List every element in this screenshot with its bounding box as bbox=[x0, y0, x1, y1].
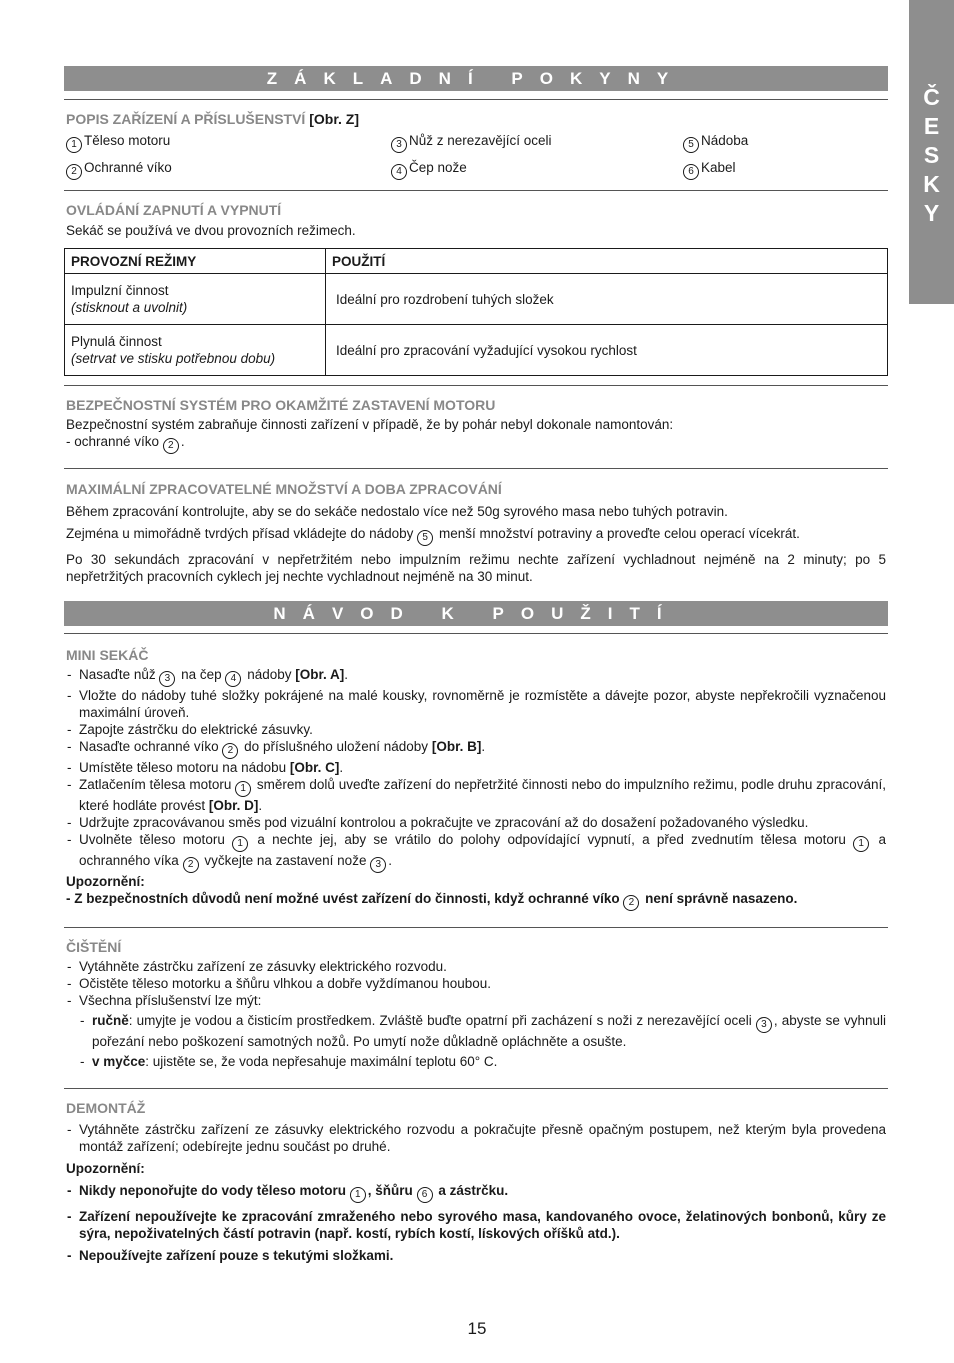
text: : ujistěte se, že voda nepřesahuje maximální teplotu 60° C. bbox=[145, 1054, 498, 1069]
language-letter: Č bbox=[923, 83, 940, 110]
part-number: 4 bbox=[225, 671, 241, 687]
text: , šňůru bbox=[367, 1183, 413, 1198]
text: do příslušného uložení nádoby bbox=[244, 739, 429, 754]
description-heading-text: POPIS ZAŘÍZENÍ A PŘÍSLUŠENSTVÍ bbox=[66, 111, 306, 127]
list-item: - Očistěte těleso motorku a šňůru vlhkou a dobře vyždímanou houbou. bbox=[66, 975, 886, 992]
mini-chopper-heading: MINI SEKÁČ bbox=[66, 647, 149, 663]
warning-label: Upozornění: bbox=[66, 1161, 145, 1176]
mode-note: (setrvat ve stisku potřebnou dobu) bbox=[71, 351, 276, 366]
list-item bbox=[66, 1053, 886, 1070]
warning-list bbox=[66, 1182, 886, 1264]
part-item bbox=[683, 132, 883, 153]
warning-label: Upozornění: bbox=[66, 874, 145, 889]
list-item: - Vytáhněte zástrčku zařízení ze zásuvky elektrického rozvodu a pokračujte přesně opačným postupem, než kterým byla provedena montáž zařízení; odebírejte jednu součást po druhé. bbox=[66, 1121, 886, 1155]
language-tab bbox=[909, 0, 954, 304]
mode-name: Impulzní činnost bbox=[71, 283, 169, 298]
section-banner-basic: ZÁKLADNÍ POKYNY bbox=[64, 66, 888, 91]
figure-ref: [Obr. C] bbox=[289, 760, 340, 775]
figure-ref: [Obr. B] bbox=[431, 739, 482, 754]
onoff-text: Sekáč se používá ve dvou provozních režimech. bbox=[66, 223, 356, 238]
table-header: PROVOZNÍ REŽIMY bbox=[65, 249, 326, 274]
mode-name: Plynulá činnost bbox=[71, 334, 162, 349]
divider bbox=[64, 99, 888, 100]
text: směrem dolů uveďte zařízení do nepřetržité činnosti nebo do impulzního režimu, podle druhu zpracování, které hodláte provést bbox=[79, 777, 886, 813]
divider bbox=[64, 1088, 888, 1089]
max-quantity-heading: MAXIMÁLNÍ ZPRACOVATELNÉ MNOŽSTVÍ A DOBA ZPRACOVÁNÍ bbox=[66, 481, 502, 497]
max-quantity-section bbox=[66, 480, 886, 585]
list-item: - Vytáhněte zástrčku zařízení ze zásuvky elektrického rozvodu. bbox=[66, 958, 886, 975]
use-text: Ideální pro zpracování vyžadující vysokou rychlost bbox=[336, 342, 637, 358]
text: a ochranného víka bbox=[79, 832, 886, 868]
part-number: 1 bbox=[350, 1187, 366, 1203]
part-number: 1 bbox=[66, 137, 82, 153]
part-number: 6 bbox=[683, 164, 699, 180]
divider bbox=[64, 468, 888, 469]
safety-item bbox=[66, 433, 886, 454]
safety-section bbox=[66, 396, 886, 454]
part-item bbox=[391, 159, 683, 180]
text: na čep bbox=[181, 667, 222, 682]
text: Zatlačením tělesa motoru bbox=[79, 777, 232, 792]
list-item: - Zapojte zástrčku do elektrické zásuvky. bbox=[66, 721, 886, 738]
table-header: POUŽITÍ bbox=[326, 249, 888, 274]
safety-text: Bezpečnostní systém zabraňuje činnosti zařízení v případě, že by pohár nebyl dokonale namontován: bbox=[66, 417, 674, 432]
safety-item-text: - ochranné víko bbox=[66, 434, 160, 449]
divider bbox=[64, 190, 888, 191]
part-item bbox=[391, 132, 683, 153]
onoff-heading: OVLÁDÁNÍ ZAPNUTÍ A VYPNUTÍ bbox=[66, 202, 282, 218]
list-item: - Nepoužívejte zařízení pouze s tekutými složkami. bbox=[66, 1247, 886, 1264]
part-label: Ochranné víko bbox=[84, 160, 172, 175]
figure-ref: [Obr. D] bbox=[208, 798, 259, 813]
divider bbox=[64, 385, 888, 386]
warning-text bbox=[66, 890, 886, 911]
text: Nasaďte nůž bbox=[79, 667, 156, 682]
part-label: Kabel bbox=[701, 160, 736, 175]
part-number: 2 bbox=[163, 438, 179, 454]
part-number: 2 bbox=[183, 857, 199, 873]
part-number: 5 bbox=[417, 530, 433, 546]
figure-ref: [Obr. Z] bbox=[309, 111, 359, 127]
max-quantity-p2 bbox=[66, 525, 886, 546]
punct: . bbox=[180, 434, 185, 449]
list-item bbox=[66, 1182, 886, 1203]
text: menší množství potraviny a proveďte celou operací vícekrát. bbox=[438, 526, 800, 541]
text: Uvolněte těleso motoru bbox=[79, 832, 225, 847]
table-row bbox=[65, 274, 888, 325]
text: Umístěte těleso motoru na nádobu bbox=[79, 760, 287, 775]
figure-ref: [Obr. A] bbox=[295, 667, 345, 682]
part-number: 4 bbox=[391, 164, 407, 180]
use-text: Ideální pro rozdrobení tuhých složek bbox=[336, 291, 554, 307]
parts-list bbox=[66, 132, 886, 180]
list-item: - Umístěte těleso motoru na nádobu [Obr. C]. bbox=[66, 759, 886, 776]
safety-heading: BEZPEČNOSTNÍ SYSTÉM PRO OKAMŽITÉ ZASTAVENÍ MOTORU bbox=[66, 397, 496, 413]
part-number: 3 bbox=[159, 671, 175, 687]
text: Nasaďte ochranné víko bbox=[79, 739, 219, 754]
section-banner-usage: NÁVOD K POUŽITÍ bbox=[64, 601, 888, 626]
text: a nechte jej, aby se vrátilo do polohy odpovídající vypnutí, a před zvednutím tělesa motoru bbox=[257, 832, 846, 847]
mini-chopper-section bbox=[66, 646, 886, 911]
language-letter: E bbox=[923, 112, 940, 139]
part-number: 1 bbox=[232, 836, 248, 852]
language-letter: K bbox=[923, 170, 940, 197]
disassembly-heading: DEMONTÁŽ bbox=[66, 1100, 146, 1116]
disassembly-steps bbox=[66, 1121, 886, 1155]
description-heading bbox=[66, 110, 886, 128]
part-number: 3 bbox=[391, 137, 407, 153]
cleaning-heading: ČIŠTĚNÍ bbox=[66, 939, 122, 955]
part-number: 6 bbox=[417, 1187, 433, 1203]
part-number: 3 bbox=[370, 857, 386, 873]
use-cell bbox=[326, 274, 888, 325]
cleaning-section bbox=[66, 938, 886, 1070]
max-quantity-p1: Během zpracování kontrolujte, aby se do sekáče nedostalo více než 50g syrového masa nebo tuhých potravin. bbox=[66, 504, 728, 519]
text: není správně nasazeno. bbox=[645, 891, 798, 906]
mode-note: (stisknout a uvolnit) bbox=[71, 300, 188, 315]
label: v myčce bbox=[92, 1054, 146, 1069]
part-label: Těleso motoru bbox=[84, 133, 171, 148]
part-item bbox=[66, 159, 391, 180]
label: ručně bbox=[92, 1013, 129, 1028]
language-letter: Y bbox=[923, 199, 940, 226]
use-cell bbox=[326, 325, 888, 376]
description-section bbox=[66, 110, 886, 180]
text: Zejména u mimořádně tvrdých přísad vkládejte do nádoby bbox=[66, 526, 414, 541]
mode-cell bbox=[65, 274, 326, 325]
page-number: 15 bbox=[467, 1319, 487, 1338]
disassembly-section bbox=[66, 1099, 886, 1264]
list-item: - Nasaďte nůž 3 na čep 4 nádoby [Obr. A]. bbox=[66, 666, 886, 687]
cleaning-steps bbox=[66, 958, 886, 1009]
onoff-section bbox=[66, 201, 886, 239]
max-quantity-p3: Po 30 sekundách zpracování v nepřetržitém nebo impulzním režimu nechte zařízení vychladnout nejméně na 2 minuty; po 5 nepřetržitých pracovních cyklech jej nechte vychladnout nejméně na 30 minut. bbox=[66, 552, 886, 584]
text: Nikdy neponořujte do vody těleso motoru bbox=[79, 1183, 347, 1198]
part-number: 2 bbox=[623, 895, 639, 911]
part-number: 2 bbox=[66, 164, 82, 180]
divider bbox=[64, 927, 888, 928]
list-item: - Udržujte zpracovávanou směs pod vizuální kontrolou a pokračujte ve zpracování až do dosažení požadovaného výsledku. bbox=[66, 814, 886, 831]
text: a zástrčku. bbox=[438, 1183, 509, 1198]
modes-table bbox=[64, 248, 888, 376]
language-letter: S bbox=[923, 141, 940, 168]
list-item bbox=[66, 1012, 886, 1050]
table-row bbox=[65, 325, 888, 376]
part-number: 2 bbox=[222, 743, 238, 759]
text: nádoby bbox=[247, 667, 292, 682]
text: - Z bezpečnostních důvodů není možné uvést zařízení do činnosti, když ochranné víko bbox=[66, 891, 620, 906]
text: vyčkejte na zastavení nože bbox=[204, 853, 367, 868]
cleaning-substeps bbox=[66, 1012, 886, 1070]
part-number: 3 bbox=[756, 1017, 772, 1033]
part-label: Nádoba bbox=[701, 133, 749, 148]
divider bbox=[64, 633, 888, 634]
mini-chopper-steps bbox=[66, 666, 886, 873]
part-item bbox=[683, 159, 883, 180]
part-number: 5 bbox=[683, 137, 699, 153]
list-item: - Uvolněte těleso motoru 1 a nechte jej, aby se vrátilo do polohy odpovídající vypnutí, a před zvednutím tělesa motoru 1 a ochranného víka 2 vyčkejte na zastavení nože 3 . bbox=[66, 831, 886, 873]
part-number: 1 bbox=[235, 781, 251, 797]
mode-cell bbox=[65, 325, 326, 376]
part-item bbox=[66, 132, 391, 153]
part-label: Čep nože bbox=[409, 160, 467, 175]
list-item: - Zařízení nepoužívejte ke zpracování zmraženého nebo syrového masa, kandovaného ovoce, želatinových bonbonů, kůry ze sýra, nepoživatelných částí potravin (např. kostí, rybích kostí, lískových oříšků atd.). bbox=[66, 1208, 886, 1242]
list-item: - Všechna příslušenství lze mýt: bbox=[66, 992, 886, 1009]
text: : umyjte je vodou a čisticím prostředkem. Zvláště buďte opatrní při zacházení s noži z nerezavějící oceli bbox=[128, 1013, 752, 1028]
part-number: 1 bbox=[853, 836, 869, 852]
text: , abyste se vyhnuli pořezání nebo poškození samotných nožů. Po umytí nože důkladně opláchněte a osušte. bbox=[92, 1013, 886, 1049]
list-item: - Nasaďte ochranné víko 2 do příslušného uložení nádoby [Obr. B]. bbox=[66, 738, 886, 759]
list-item: - Zatlačením tělesa motoru 1 směrem dolů uveďte zařízení do nepřetržité činnosti nebo do impulzního režimu, podle druhu zpracování, které hodláte provést [Obr. D]. bbox=[66, 776, 886, 814]
part-label: Nůž z nerezavějící oceli bbox=[409, 133, 552, 148]
list-item: - Vložte do nádoby tuhé složky pokrájené na malé kousky, rovnoměrně je rozmístěte a dávejte pozor, abyste nepřekročili vyznačenou maximální úroveň. bbox=[66, 687, 886, 721]
